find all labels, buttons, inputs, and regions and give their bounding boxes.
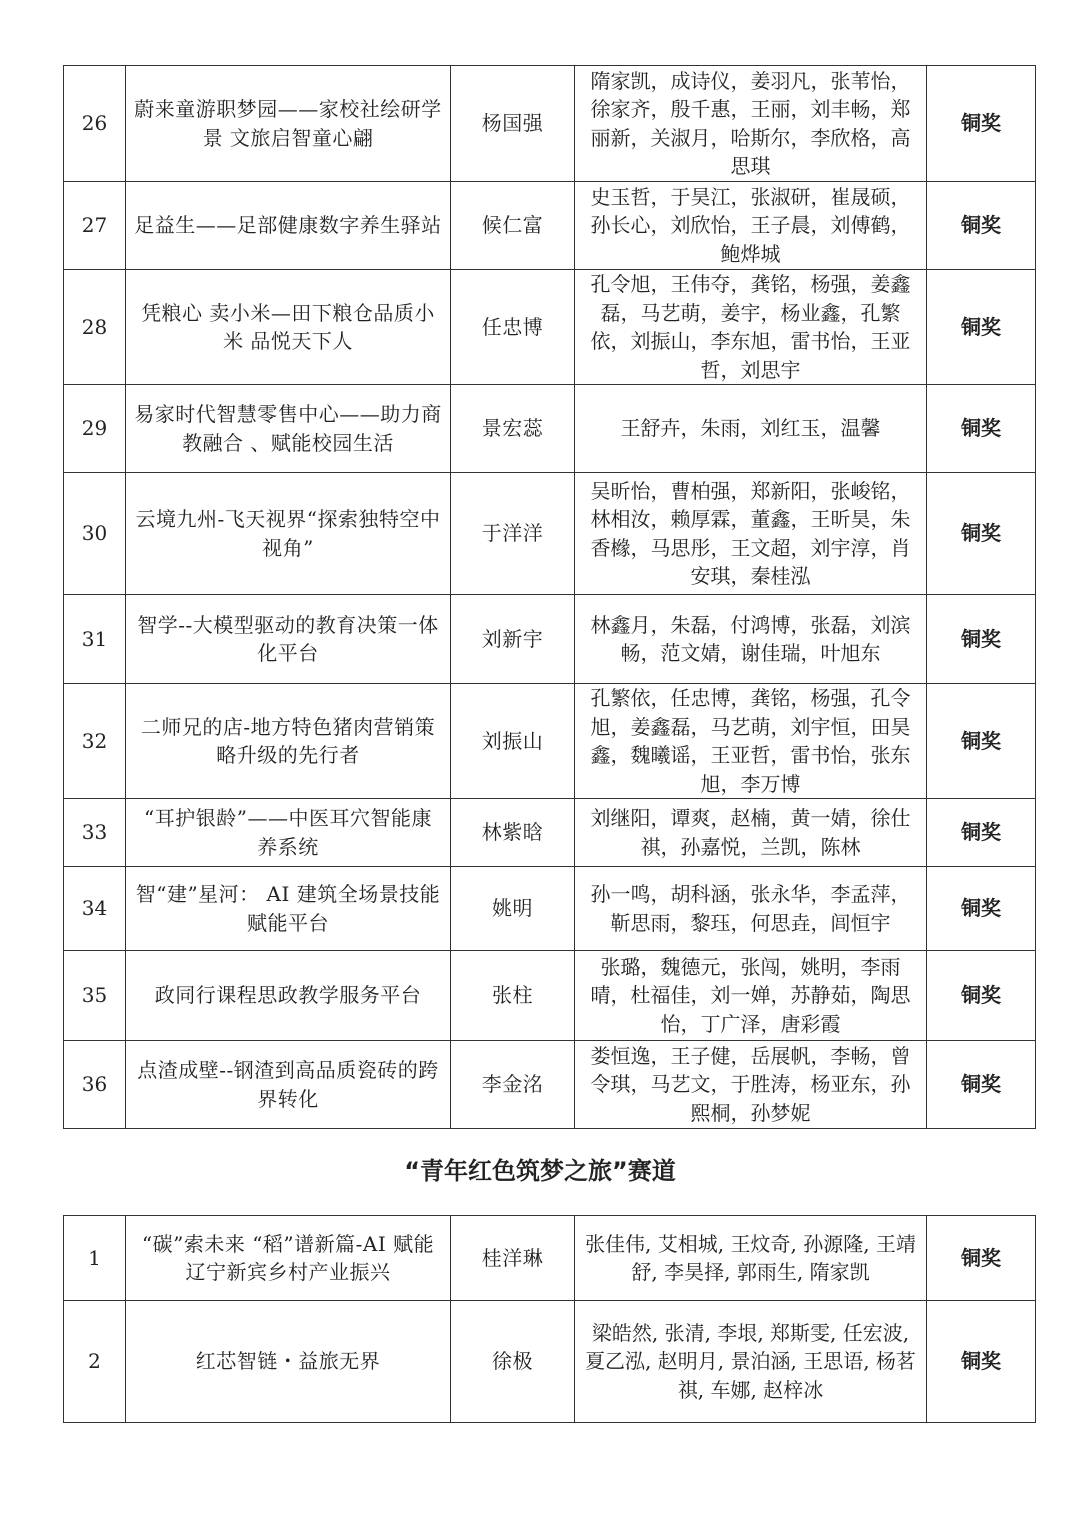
award-level: 铜奖 [927,182,1036,270]
project-name: “碳”索未来 “稻”谱新篇-AI 赋能辽宁新宾乡村产业振兴 [126,1216,451,1301]
project-name: 易家时代智慧零售中心——助力商教融合 、赋能校园生活 [126,385,451,473]
award-level: 铜奖 [927,684,1036,799]
project-name: 二师兄的店-地方特色猪肉营销策略升级的先行者 [126,684,451,799]
team-members: 林鑫月，朱磊，付鸿博，张磊，刘滨畅，范文婧，谢佳瑞，叶旭东 [575,595,927,684]
advisor-name: 刘振山 [451,684,575,799]
award-level: 铜奖 [927,951,1036,1041]
table-row [64,951,1036,1041]
advisor-name: 刘新宇 [451,595,575,684]
team-members: 孔令旭，王伟夺，龚铭，杨强，姜鑫磊，马艺萌，姜宇，杨业鑫，孔繁依，刘振山，李东旭，雷书怡，王亚哲，刘思宇 [575,270,927,385]
award-level: 铜奖 [927,867,1036,951]
team-members: 梁皓然, 张清, 李垠, 郑斯雯, 任宏波, 夏乙泓, 赵明月, 景泊涵, 王思语, 杨茗祺, 车娜, 赵梓冰 [575,1301,927,1423]
award-level: 铜奖 [927,799,1036,867]
row-number: 26 [64,66,126,182]
row-number: 29 [64,385,126,473]
table-row [64,1041,1036,1129]
project-name: “耳护银龄”——中医耳穴智能康养系统 [126,799,451,867]
project-name: 红芯智链・益旅无界 [126,1301,451,1423]
award-level: 铜奖 [927,1301,1036,1423]
advisor-name: 于洋洋 [451,473,575,595]
table-row [64,66,1036,182]
row-number: 31 [64,595,126,684]
project-name: 凭粮心 卖小米—田下粮仓品质小米 品悦天下人 [126,270,451,385]
advisor-name: 候仁富 [451,182,575,270]
table-row [64,799,1036,867]
advisor-name: 姚明 [451,867,575,951]
table-row [64,595,1036,684]
table-row [64,1301,1036,1423]
award-table-red-dream [63,1215,1036,1423]
table-row [64,182,1036,270]
row-number: 28 [64,270,126,385]
team-members: 张璐，魏德元，张闯，姚明，李雨晴，杜福佳，刘一婵，苏静茹，陶思怡，丁广泽，唐彩霞 [575,951,927,1041]
row-number: 34 [64,867,126,951]
advisor-name: 林紫晗 [451,799,575,867]
award-level: 铜奖 [927,66,1036,182]
row-number: 2 [64,1301,126,1423]
project-name: 政同行课程思政教学服务平台 [126,951,451,1041]
advisor-name: 任忠博 [451,270,575,385]
advisor-name: 张柱 [451,951,575,1041]
team-members: 史玉哲，于昊江，张淑研，崔晟硕，孙长心，刘欣怡，王子晨，刘傅鹤，鲍烨城 [575,182,927,270]
team-members: 吴昕怡，曹柏强，郑新阳，张峻铭，林相汝，赖厚霖，董鑫，王昕昊，朱香橼，马思彤，王文超，刘宇淳，肖安琪，秦桂泓 [575,473,927,595]
team-members: 孔繁依，任忠博，龚铭，杨强，孔令旭，姜鑫磊，马艺萌，刘宇恒，田昊鑫，魏曦谣，王亚哲，雷书怡，张东旭，李万博 [575,684,927,799]
project-name: 云境九州-飞天视界“探索独特空中视角” [126,473,451,595]
award-table-main [63,65,1036,1129]
table-row [64,385,1036,473]
advisor-name: 徐极 [451,1301,575,1423]
team-members: 张佳伟, 艾相城, 王炆奇, 孙源隆, 王靖舒, 李昊择, 郭雨生, 隋家凯 [575,1216,927,1301]
table-row [64,1216,1036,1301]
award-level: 铜奖 [927,595,1036,684]
section-title: “青年红色筑梦之旅”赛道 [404,1157,676,1185]
award-level: 铜奖 [927,1216,1036,1301]
award-level: 铜奖 [927,270,1036,385]
advisor-name: 景宏蕊 [451,385,575,473]
team-members: 孙一鸣，胡科涵，张永华，李孟萍，靳思雨，黎珏，何思垚，闾恒宇 [575,867,927,951]
team-members: 娄恒逸，王子健，岳展帆，李畅，曾令琪，马艺文，于胜涛，杨亚东，孙熙桐，孙梦妮 [575,1041,927,1129]
project-name: 点渣成壁--钢渣到高品质瓷砖的跨界转化 [126,1041,451,1129]
table-row [64,473,1036,595]
table-row [64,867,1036,951]
award-level: 铜奖 [927,1041,1036,1129]
project-name: 智“建”星河： AI 建筑全场景技能赋能平台 [126,867,451,951]
row-number: 30 [64,473,126,595]
advisor-name: 李金洺 [451,1041,575,1129]
table-row [64,684,1036,799]
row-number: 27 [64,182,126,270]
award-level: 铜奖 [927,385,1036,473]
award-level: 铜奖 [927,473,1036,595]
row-number: 35 [64,951,126,1041]
team-members: 隋家凯，成诗仪，姜羽凡，张苇怡，徐家齐，殷千惠，王丽，刘丰畅，郑丽新，关淑月，哈斯尔，李欣格，高思琪 [575,66,927,182]
project-name: 智学--大模型驱动的教育决策一体化平台 [126,595,451,684]
project-name: 蔚来童游职梦园——家校社绘研学景 文旅启智童心翩 [126,66,451,182]
project-name: 足益生——足部健康数字养生驿站 [126,182,451,270]
row-number: 1 [64,1216,126,1301]
table-row [64,270,1036,385]
row-number: 32 [64,684,126,799]
team-members: 王舒卉，朱雨，刘红玉，温馨 [575,385,927,473]
advisor-name: 杨国强 [451,66,575,182]
team-members: 刘继阳，谭爽，赵楠，黄一婧，徐仕祺，孙嘉悦，兰凯，陈林 [575,799,927,867]
row-number: 36 [64,1041,126,1129]
advisor-name: 桂洋琳 [451,1216,575,1301]
row-number: 33 [64,799,126,867]
